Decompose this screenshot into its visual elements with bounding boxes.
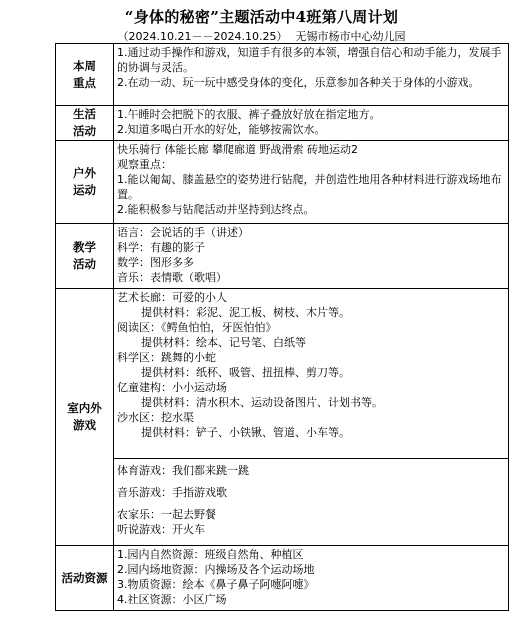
game-materials: 提供材料：绘本、记号笔、白纸等 [141,336,306,349]
outdoor-activities: 快乐骑行 体能长廊 攀爬廊道 野战滑索 砖地运动2 [117,143,358,156]
game-area: 科学区：跳舞的小蛇 [117,351,216,364]
game-materials: 提供材料：彩泥、泥工板、树枝、木片等。 [141,306,350,319]
resources-content [114,546,509,611]
game-materials: 提供材料：纸杯、吸管、扭扭棒、剪刀等。 [141,366,350,379]
area-games-content [114,289,509,459]
focus-title: 观察重点： [117,158,172,171]
game-area: 亿童建构：小小运动场 [117,381,227,394]
school-name: 无锡市杨市中心幼儿园 [295,30,406,43]
page-subtitle [0,28,523,44]
game-area: 艺术长廊：可爱的小人 [117,291,227,304]
teaching-item: 科学：有趣的影子 [117,241,205,254]
life-row [56,106,509,141]
page-title: “身体的秘密”主题活动中4班第八周计划 [124,8,399,26]
outdoor-games-row [56,459,509,546]
outdoor-game: 音乐游戏：手指游戏歌 [117,486,227,499]
life-item: 1.午睡时会把脱下的衣服、裤子叠放好放在指定地方。 [117,108,381,121]
resources-label: 活动资源 [56,546,114,611]
teaching-label: 教学 活动 [56,224,114,289]
game-area: 阅读区：《鳄鱼怕怕，牙医怕怕》 [117,321,277,334]
game-materials: 提供材料：清水积木、运动设备图片、计划书等。 [141,396,383,409]
resources-row [56,546,509,611]
outdoor-row [56,141,509,224]
resource-item: 2.园内场地资源：内操场及各个运动场地 [117,563,315,576]
teaching-item: 数学：图形多多 [117,256,194,269]
teaching-content [114,224,509,289]
teaching-item: 音乐：表情歌（歌唱） [117,271,227,284]
life-item: 2.知道多喝白开水的好处，能够按需饮水。 [117,123,326,136]
game-area: 沙水区：挖水渠 [117,411,194,424]
games-label: 室内外 游戏 [56,289,114,546]
focus-item: 2.能积极参与钻爬活动并坚持到达终点。 [117,203,315,216]
outdoor-label: 户外 运动 [56,141,114,224]
teaching-row [56,224,509,289]
life-content [114,106,509,141]
resource-item: 3.物质资源：绘本《鼻子鼻子阿嚏阿嚏》 [117,578,315,591]
goal-item: 2.在动一动、玩一玩中感受身体的变化，乐意参加各种关于身体的小游戏。 [117,76,480,89]
goals-label: 本周 重点 [56,44,114,106]
date-range: （2024.10.21－－2024.10.25） [117,30,288,43]
focus-item: 1.能以匍匐、膝盖悬空的姿势进行钻爬，并创造性地用各种材料进行游戏场地布置。 [117,173,502,201]
goals-row [56,44,509,106]
resource-item: 4.社区资源：小区广场 [117,593,227,606]
life-label: 生活 活动 [56,106,114,141]
outdoor-game: 农家乐：一起去野餐 [117,508,216,521]
weekly-plan-table [55,43,509,611]
outdoor-game: 体育游戏：我们都来跳一跳 [117,464,249,477]
goal-item: 1.通过动手操作和游戏，知道手有很多的本领，增强自信心和动手能力，发展手的协调与灵活。 [117,46,502,74]
outdoor-game: 听说游戏：开火车 [117,523,205,536]
game-materials: 提供材料：铲子、小铁锹、管道、小车等。 [141,426,350,439]
outdoor-games-content [114,459,509,546]
games-row [56,289,509,459]
teaching-item: 语言：会说话的手（讲述） [117,226,249,239]
goals-content [114,44,509,106]
resource-item: 1.园内自然资源：班级自然角、种植区 [117,548,304,561]
outdoor-content [114,141,509,224]
